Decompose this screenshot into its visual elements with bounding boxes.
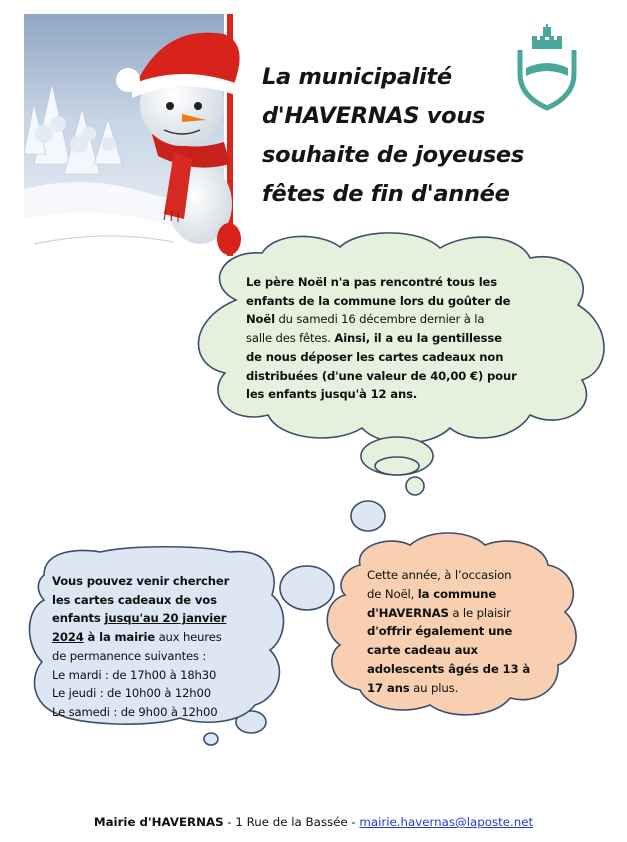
- cloud-left-line-3: enfants jusqu'au 20 janvier: [52, 611, 227, 626]
- cloud-right-line-3: d'HAVERNAS a le plaisir: [367, 605, 511, 620]
- cloud-top-line-2: enfants de la commune lors du goûter de: [246, 293, 511, 308]
- cloud-right-line-4: d'offrir également une: [367, 624, 513, 639]
- cloud-top-line-5: de nous déposer les cartes cadeaux non: [246, 349, 504, 364]
- title-line-2: d'HAVERNAS vous: [262, 103, 486, 129]
- cloud-left-line-5: de permanence suivantes :: [52, 648, 207, 663]
- cloud-right-line-5: carte cadeau aux: [367, 643, 478, 658]
- cloud-left-line-2: les cartes cadeaux de vos: [52, 592, 217, 607]
- cloud-top-line-6: distribuées (d'une valeur de 40,00 €) pour: [246, 368, 517, 383]
- cloud-top-line-4: salle des fêtes. Ainsi, il a eu la gentillesse: [246, 331, 502, 346]
- title-line-3: souhaite de joyeuses: [262, 142, 524, 168]
- cloud-top-line-7: les enfants jusqu'à 12 ans.: [246, 387, 418, 402]
- cloud-top-line-3: Noël du samedi 16 décembre dernier à la: [246, 312, 485, 327]
- cloud-right-line-6: adolescents âgés de 13 à: [367, 661, 531, 676]
- footer-org: Mairie d'HAVERNAS: [93, 815, 224, 829]
- cloud-right-text: [367, 566, 537, 698]
- footer: [0, 815, 627, 829]
- footer-email-link[interactable]: mairie.havernas@laposte.net: [359, 815, 534, 829]
- cloud-right-line-2: de Noël, la commune: [367, 586, 497, 601]
- title-line-4: fêtes de fin d'année: [262, 181, 510, 207]
- cloud-right-line-1: Cette année, à l’occasion: [367, 568, 512, 582]
- schedule-tuesday: Le mardi : de 17h00 à 18h30: [52, 667, 217, 682]
- cloud-left-line-4: 2024 à la mairie aux heures: [52, 630, 222, 645]
- footer-address: - 1 Rue de la Bassée -: [223, 815, 360, 829]
- schedule-thursday: Le jeudi : de 10h00 à 12h00: [52, 686, 211, 701]
- cloud-right-line-7: 17 ans au plus.: [367, 680, 459, 695]
- cloud-left-line-1: Vous pouvez venir chercher: [52, 574, 230, 588]
- cloud-top-line-1: Le père Noël n'a pas rencontré tous les: [246, 275, 498, 289]
- schedule-saturday: Le samedi : de 9h00 à 12h00: [52, 704, 218, 719]
- title-line-1: La municipalité: [262, 64, 452, 90]
